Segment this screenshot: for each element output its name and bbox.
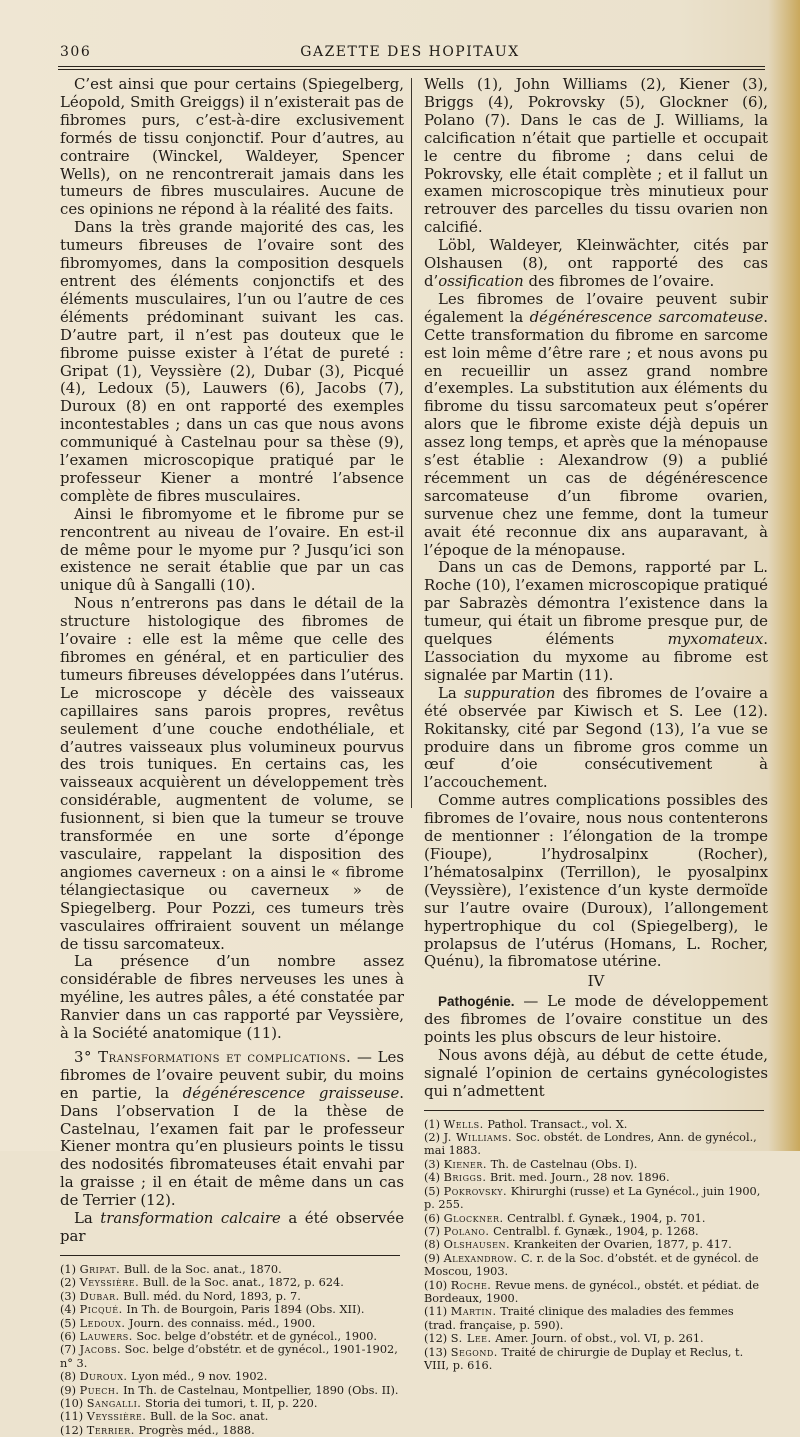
text-run: des fibromes de l’ovaire a été observée par Kiwisch et S. Lee (12). Rokitansky, cité par Segond (13), l’a vue se produire dans un fibrome gros comme un œuf d’oie consécutivement à l’accouchement. [424, 683, 768, 792]
paragraph [424, 237, 768, 291]
text-run: Les fibromes de l’ovaire peuvent subir également la [424, 289, 768, 326]
footnote-text: Th. de Castelnau (Obs. I). [490, 1157, 638, 1171]
text-run: La [74, 1209, 101, 1228]
header-rule [58, 66, 765, 70]
footnote-author: Wells. [443, 1117, 484, 1131]
footnote [60, 1343, 404, 1370]
text-run: Dans un cas de Demons, rapporté par L. Roche (10), l’examen microscopique pratiqué par Sabrazès démontra l’existence dans la tumeur, qui était un fibrome presque pur, de quelques éléments [424, 558, 768, 649]
footnote-text: Centralbl. f. Gynæk., 1904, p. 1268. [493, 1224, 699, 1238]
footnote-author: Veyssière. [86, 1410, 147, 1424]
footnote-text: Lyon méd., 9 nov. 1902. [131, 1370, 268, 1384]
footnote-author: Pokrovsky. [443, 1184, 508, 1198]
footnote-number: (5) [424, 1184, 441, 1198]
paragraph [60, 1049, 404, 1210]
footnote-number: (8) [60, 1370, 77, 1384]
footnote-number: (5) [60, 1316, 77, 1330]
text-run: . Dans l’observation I de la thèse de Castelnau, l’examen fait par le professeur Kiener montra qu’en plusieurs points le tissu des nodosités fibromateuses était envahi par la graisse ; il en était de même dans un cas de Terrier (12). [60, 1083, 404, 1210]
footnote-author: Briggs. [443, 1171, 487, 1185]
footnote-number: (9) [424, 1251, 441, 1265]
section-numeral: IV [587, 972, 605, 991]
footnote-author: J. Williams. [443, 1131, 513, 1145]
footnote-text: Pathol. Transact., vol. X. [487, 1117, 628, 1131]
footnote-author: Martin. [450, 1305, 497, 1319]
footnote-text: Krankeiten der Ovarien, 1877, p. 417. [513, 1238, 732, 1252]
footnote-number: (1) [424, 1117, 441, 1131]
text-run: — Le mode de développement des fibromes de l’ovaire constitue un des points les plus obscurs de leur histoire. [424, 992, 768, 1047]
footnote [60, 1303, 404, 1316]
footnote-number: (2) [60, 1276, 77, 1290]
footnote-text: Bull. de la Soc. anat., 1872, p. 624. [142, 1276, 344, 1290]
paragraph [424, 685, 768, 792]
paragraph: Nous avons déjà, au début de cette étude, signalé l’opinion de certains gynécologistes qui n’admettent [424, 1045, 768, 1100]
footnote-author: Glockner. [443, 1211, 504, 1225]
footnote-text: Khirurghi (russe) et La Gynécol., juin 1900, p. 255. [424, 1184, 761, 1212]
column-divider [411, 78, 412, 808]
footnote-author: Polano. [443, 1224, 490, 1238]
footnote-author: Puech. [79, 1383, 120, 1397]
footnote-number: (6) [60, 1329, 77, 1343]
left-column [60, 76, 404, 1437]
running-head [60, 44, 760, 64]
footnote-number: (10) [60, 1396, 84, 1410]
text-run: Löbl, Waldeyer, Kleinwächter, cités par Olshausen (8), ont rapporté des cas d’ [424, 236, 768, 290]
footnote [424, 1171, 768, 1184]
text-run: — Les fibromes de l’ovaire peuvent subir, du moins en partie, la [60, 1047, 404, 1102]
footnote-text: Revue mens. de gynécol., obstét. et pédiat. de Bordeaux, 1900. [424, 1278, 760, 1305]
text-run: La [438, 683, 465, 702]
footnote-author: Roche. [450, 1278, 492, 1292]
footnote-number: (11) [60, 1410, 84, 1424]
footnote [60, 1330, 404, 1343]
emphasis: ossification [438, 271, 524, 290]
footnote [60, 1290, 404, 1303]
section-heading: Pathogénie. [438, 994, 515, 1010]
paragraph: Wells (1), John Williams (2), Kiener (3), Briggs (4), Pokrovsky (5), Glockner (6), Polano (7). Dans le cas de J. Williams, la calcification n’était que partielle et occupait le centre du fibrome ; dans celui de Pokrovsky, elle était complète ; et il fallut un examen microscopique très minutieux pour retrouver des parcelles du tissu ovarien non calcifié. [424, 75, 768, 237]
footnote-number: (4) [424, 1171, 441, 1185]
footnote-author: Dubar. [79, 1289, 120, 1303]
footnotes [60, 1263, 404, 1437]
footnote-number: (7) [60, 1343, 77, 1357]
footnote-rule [60, 1255, 400, 1256]
footnote-number: (2) [424, 1131, 441, 1145]
emphasis: myxomateux [667, 630, 764, 649]
footnote [424, 1332, 768, 1345]
paragraph [424, 559, 768, 684]
footnote-number: (12) [60, 1423, 84, 1437]
paragraph: C’est ainsi que pour certains (Spiegelberg, Léopold, Smith Greiggs) il n’existerait pas de fibromes purs, c’est-à-dire exclusivement formés de tissu conjonctif. Pour d’autres, au contraire (Winckel, Waldeyer, Spencer Wells), on ne rencontrerait jamais dans les tumeurs de fibres musculaires. Aucune de ces opinions ne répond à la réalité des faits. [60, 75, 404, 219]
footnote [424, 1279, 768, 1306]
footnote-text: Soc. obstét. de Londres, Ann. de gynécol., mai 1883. [424, 1131, 757, 1158]
footnote-text: Centralbl. f. Gynæk., 1904, p. 701. [507, 1211, 706, 1225]
footnote-author: Olshausen. [443, 1238, 511, 1252]
footnote-author: Ledoux. [79, 1316, 126, 1330]
text-run: des fibromes de l’ovaire. [523, 271, 715, 290]
paragraph: Dans la très grande majorité des cas, les tumeurs fibreuses de l’ovaire sont des fibromyomes, dans la composition desquels entrent des éléments conjonctifs et des éléments musculaires, l’un ou l’autre de ces éléments prédominant suivant les cas. D’autre part, il n’est pas douteux que le fibrome puisse exister à l’état de pureté : Gripat (1), Veyssière (2), Dubar (3), Picqué (4), Ledoux (5), Lauwers (6), Jacobs (7), Duroux (8) en ont rapporté des exemples incontestables ; dans un cas que nous avons communiqué à Castelnau pour sa thèse (9), l’examen microscopique pratiqué par le professeur Kiener a montré l’absence complète de fibres musculaires. [60, 218, 404, 505]
footnote-author: Alexandrow. [443, 1251, 518, 1265]
footnote-number: (9) [60, 1383, 77, 1397]
paragraph [424, 291, 768, 560]
subsection-heading: 3° Transformations et complications. [74, 1047, 352, 1066]
footnote [60, 1317, 404, 1330]
footnote-number: (6) [424, 1211, 441, 1225]
footnote [424, 1252, 768, 1279]
footnote-author: S. Lee. [450, 1332, 492, 1346]
footnote-rule [424, 1110, 764, 1111]
footnote [60, 1370, 404, 1383]
footnote-text: Bull. méd. du Nord, 1893, p. 7. [123, 1289, 301, 1303]
footnote-number: (11) [424, 1305, 448, 1319]
footnote-text: In Th. de Bourgoin, Paris 1894 (Obs. XII). [126, 1303, 365, 1317]
footnote-number: (13) [424, 1345, 448, 1359]
footnote-text: Storia dei tumori, t. II, p. 220. [144, 1396, 318, 1410]
footnote-text: Bull. de la Soc. anat. [149, 1410, 269, 1424]
footnote-text: Traité de chirurgie de Duplay et Reclus, t. VIII, p. 616. [424, 1345, 744, 1372]
footnote-text: Progrès méd., 1888. [138, 1423, 255, 1437]
footnote-author: Duroux. [79, 1370, 128, 1384]
paragraph [60, 1210, 404, 1246]
footnote-number: (3) [60, 1289, 77, 1303]
footnote-text: Traité clinique des maladies des femmes (trad. française, p. 590). [424, 1305, 734, 1332]
footnote [424, 1185, 768, 1212]
footnote-author: Segond. [450, 1345, 498, 1359]
paragraph: Nous n’entrerons pas dans le détail de la structure histologique des fibromes de l’ovaire : elle est la même que celle des fibromes en général, et en particulier des tumeurs fibreuses développées dans l’utérus. Le microscope y décèle des vaisseaux capillaires sans parois propres, revêtus seulement d’une couche endothéliale, et d’autres vaisseaux plus volumineux pourvus des trois tuniques. En certains cas, les vaisseaux acquièrent un développement très considérable, augmentent de volume, se fusionnent, si bien que la tumeur se trouve transformée en une sorte d’éponge vasculaire, rappelant la disposition des angiomes caverneux : on a ainsi le « fibrome télangiectasique ou caverneux » de Spiegelberg. Pour Pozzi, ces tumeurs très vasculaires offriraient souvent un mélange de tissu sarcomateux. [60, 594, 404, 953]
footnote-text: C. r. de la Soc. d’obstét. et de gynécol. de Moscou, 1903. [424, 1251, 759, 1279]
footnote-number: (1) [60, 1262, 77, 1276]
paragraph: Ainsi le fibromyome et le fibrome pur se rencontrent au niveau de l’ovaire. En est-il de même pour le myome pur ? Jusqu’ici son existence ne serait établie que par un cas unique dû à Sangalli (10). [60, 504, 404, 595]
footnote [60, 1397, 404, 1410]
footnote-text: Amer. Journ. of obst., vol. VI, p. 261. [495, 1332, 704, 1346]
footnote [424, 1158, 768, 1171]
footnote [424, 1346, 768, 1373]
footnote-author: Sangalli. [86, 1396, 142, 1410]
footnote-number: (3) [424, 1157, 441, 1171]
footnote-text: Bull. de la Soc. anat., 1870. [123, 1262, 282, 1276]
footnote [424, 1212, 768, 1225]
footnote [424, 1238, 768, 1251]
footnote-number: (4) [60, 1303, 77, 1317]
footnote-text: Brit. med. Journ., 28 nov. 1896. [490, 1171, 670, 1185]
footnote-text: In Th. de Castelnau, Montpellier, 1890 (Obs. II). [123, 1383, 399, 1397]
emphasis: suppuration [464, 683, 556, 702]
footnote-author: Picqué. [79, 1303, 123, 1317]
footnote-author: Jacobs. [79, 1343, 122, 1357]
text-run: a été observée par [60, 1209, 405, 1245]
footnotes [424, 1118, 768, 1373]
footnote [424, 1131, 768, 1158]
footnote-author: Gripat. [79, 1262, 121, 1276]
footnote [60, 1384, 404, 1397]
footnote-author: Kiener. [443, 1157, 488, 1171]
emphasis: transformation calcaire [100, 1209, 281, 1228]
footnote-text: Journ. des connaiss. méd., 1900. [129, 1316, 316, 1330]
footnote-number: (8) [424, 1238, 441, 1252]
footnote [424, 1225, 768, 1238]
page-number: 306 [60, 44, 92, 60]
paragraph: Comme autres complications possibles des fibromes de l’ovaire, nous nous contenterons de mentionner : l’élongation de la trompe (Fioupe), l’hydrosalpinx (Rocher), l’hématosalpinx (Terrillon), le pyosalpinx (Veyssière), l’existence d’un kyste dermoïde sur l’autre ovaire (Duroux), l’allongement hypertrophique du col (Spiegelberg), le prolapsus de l’utérus (Homans, L. Rocher, Quénu), la fibromatose utérine. [424, 791, 768, 971]
footnote [424, 1118, 768, 1131]
footnote-number: (10) [424, 1278, 448, 1292]
footnote [424, 1305, 768, 1332]
footnote-text: Soc. belge d’obstétr. et de gynécol., 1900. [136, 1329, 377, 1343]
emphasis: dégénérescence graisseuse [182, 1083, 400, 1102]
footnote [60, 1263, 404, 1276]
footnote-number: (12) [424, 1332, 448, 1346]
footnote [60, 1410, 404, 1423]
text-run: . L’association du myxome au fibrome est signalée par Martin (11). [424, 630, 768, 684]
journal-title: GAZETTE DES HOPITAUX [300, 44, 520, 60]
right-column [424, 76, 768, 1372]
footnote [60, 1424, 404, 1437]
footnote-author: Terrier. [86, 1423, 135, 1437]
footnote-author: Lauwers. [79, 1329, 133, 1343]
emphasis: dégénérescence sarcomateuse [529, 307, 764, 326]
footnote-author: Veyssière. [79, 1276, 140, 1290]
footnote-text: Soc. belge d’obstétr. et de gynécol., 1901-1902, n° 3. [60, 1343, 398, 1370]
paragraph: La présence d’un nombre assez considérable de fibres nerveuses les unes à myéline, les autres pâles, a été constatée par Ranvier dans un cas rapporté par Veyssière, à la Société anatomique (11). [60, 952, 404, 1043]
paragraph [424, 993, 768, 1047]
text-run: . Cette transformation du fibrome en sarcome est loin même d’être rare ; et nous avons pu en recueillir un assez grand nombre d’exemples. La substitution aux éléments du fibrome du tissu sarcomateux peut s’opérer alors que le fibrome existe déjà depuis un assez long temps, et après que la ménopause s’est établie : Alexandrow (9) a publié récemment un cas de dégénérescence sarcomateuse d’un fibrome ovarien, survenue chez une femme, dont la tumeur avait été reconnue dix ans auparavant, à l’époque de la ménopause. [424, 307, 768, 559]
footnote [60, 1276, 404, 1289]
footnote-number: (7) [424, 1224, 441, 1238]
